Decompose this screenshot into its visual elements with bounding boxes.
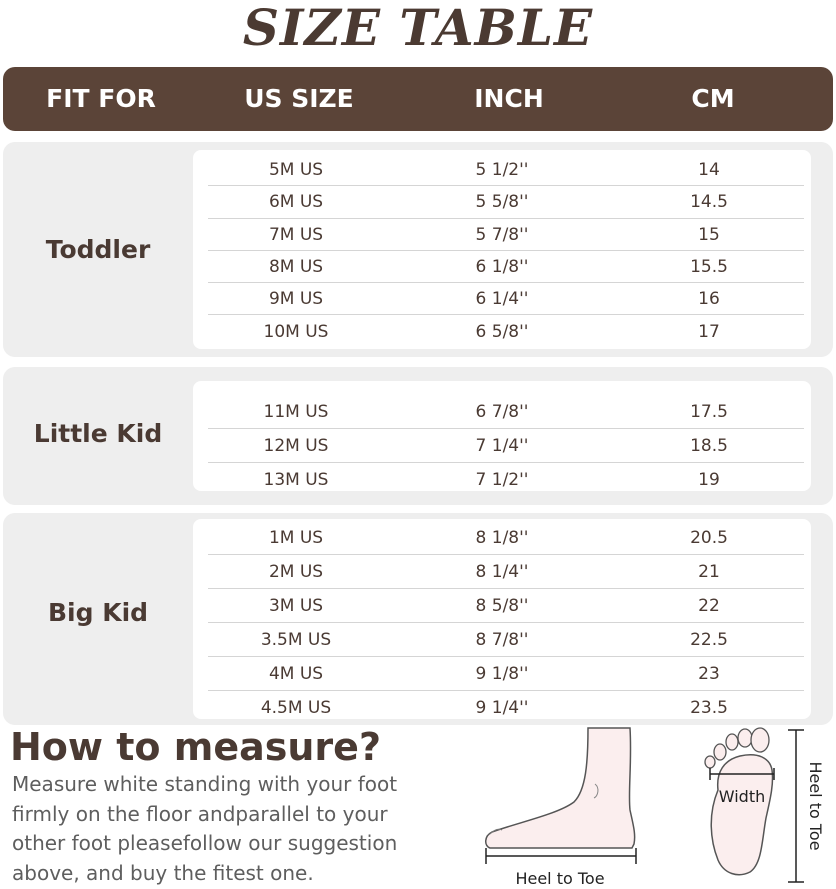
group-label: Little Kid [33,419,163,448]
cm-cell: 19 [698,470,720,490]
inch-cell: 6 1/8'' [475,256,529,277]
size-group-big-kid [3,513,833,725]
table-row [208,521,804,555]
cm-cell: 17 [698,321,720,342]
inch-cell: 7 1/2'' [475,470,529,490]
cm-cell: 23.5 [690,698,728,718]
table-header [3,67,833,131]
group-label: Toddler [45,235,151,264]
inch-cell: 6 5/8'' [475,321,529,342]
table-row [208,657,804,691]
us-size-cell: 3.5M US [260,630,332,650]
inch-cell: 6 7/8'' [475,402,529,422]
us-size-cell: 2M US [268,562,324,582]
width-label: Width [718,787,766,806]
header-fit-for: FIT FOR [46,84,156,113]
header-us-size: US SIZE [244,84,354,113]
table-row [208,589,804,623]
cm-cell: 23 [698,664,720,684]
size-rows-card [193,519,811,719]
us-size-cell: 9M US [268,289,324,310]
heel-to-toe-side-arrow [486,848,636,864]
size-group-toddler [3,142,833,357]
us-size-cell: 8M US [268,256,324,277]
cm-cell: 14.5 [690,192,728,213]
cm-cell: 21 [698,562,720,582]
us-size-cell: 5M US [268,160,324,180]
table-row [208,395,804,429]
us-size-cell: 1M US [268,528,324,548]
inch-cell: 5 5/8'' [475,192,529,213]
header-cm: CM [691,84,735,113]
us-size-cell: 3M US [268,596,324,616]
group-label: Big Kid [47,598,149,627]
table-row [208,186,804,218]
inch-cell: 9 1/8'' [475,664,529,684]
inch-cell: 8 7/8'' [475,630,529,650]
how-to-measure-text: Measure white standing with your foot firmly on the floor andparallel to your other foot pleasefollow our suggestion above, and buy the fitest one. [12,772,398,885]
cm-cell: 15 [698,224,720,245]
side-heel-to-toe-label: Heel to Toe [515,869,605,888]
us-size-cell: 4.5M US [260,698,332,718]
inch-cell: 6 1/4'' [475,289,529,310]
inch-cell: 9 1/4'' [475,698,529,718]
cm-cell: 20.5 [690,528,728,548]
inch-cell: 5 1/2'' [475,160,529,180]
table-row [208,691,804,725]
inch-cell: 8 5/8'' [475,596,529,616]
table-row [208,316,804,348]
cm-cell: 15.5 [690,256,728,277]
foot-measure-illustration [470,722,830,888]
inch-cell: 8 1/4'' [475,562,529,582]
table-row [208,463,804,497]
header-inch: INCH [474,84,544,113]
us-size-cell: 13M US [263,470,329,490]
length-heel-to-toe-label: Heel to Toe [806,761,825,851]
inch-cell: 5 7/8'' [475,224,529,245]
us-size-cell: 6M US [268,192,324,213]
heel-to-toe-length-arrow [788,730,804,882]
table-row [208,251,804,283]
cm-cell: 16 [698,289,720,310]
table-row [208,623,804,657]
size-table-title: SIZE TABLE [242,0,594,57]
size-group-little-kid [3,367,833,505]
cm-cell: 22.5 [690,630,728,650]
us-size-cell: 11M US [263,402,329,422]
table-row [208,429,804,463]
cm-cell: 17.5 [690,402,728,422]
us-size-cell: 7M US [268,224,324,245]
foot-side-icon [486,728,635,848]
cm-cell: 18.5 [690,436,728,456]
how-to-measure-title: How to measure? [10,725,381,769]
us-size-cell: 12M US [263,436,329,456]
table-row [208,219,804,251]
table-row [208,555,804,589]
inch-cell: 7 1/4'' [475,436,529,456]
size-rows-card [193,381,811,491]
cm-cell: 14 [698,160,720,180]
size-rows-card [193,150,811,349]
cm-cell: 22 [698,596,720,616]
inch-cell: 8 1/8'' [475,528,529,548]
us-size-cell: 10M US [263,321,329,342]
us-size-cell: 4M US [268,664,324,684]
table-row [208,283,804,315]
table-row [208,154,804,186]
